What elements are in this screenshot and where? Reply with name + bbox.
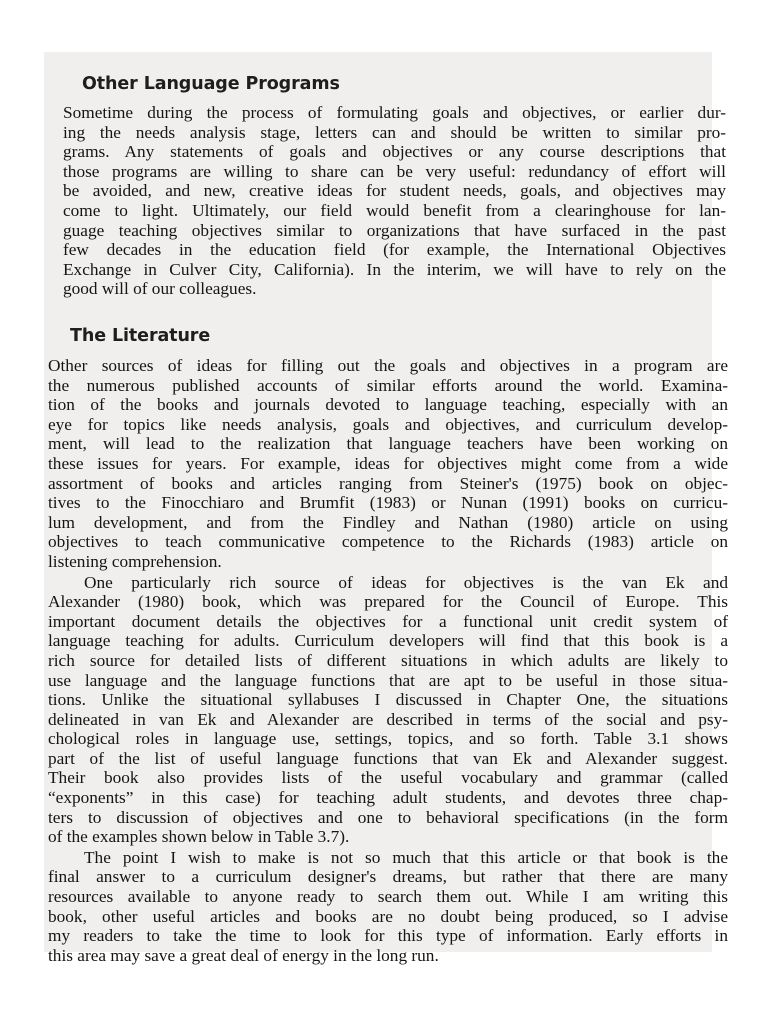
text-line: my readers to take the time to look for this type of information. Early efforts in [48, 926, 728, 946]
text-line: Alexander (1980) book, which was prepared for the Council of Europe. This [48, 592, 728, 612]
paragraph-literature-3 [48, 848, 728, 966]
text-line: Their book also provides lists of the useful vocabulary and grammar (called [48, 768, 728, 788]
text-line: tion of the books and journals devoted to language teaching, especially with an [48, 395, 728, 415]
text-line: few decades in the education field (for example, the International Objectives [63, 240, 726, 260]
text-line: tives to the Finocchiaro and Brumfit (1983) or Nunan (1991) books on curricu- [48, 493, 728, 513]
section-the-literature [48, 326, 728, 965]
text-line: important document details the objectives for a functional unit credit system of [48, 611, 728, 631]
text-line: part of the list of useful language functions that van Ek and Alexander suggest. [48, 748, 728, 768]
text-line: this area may save a great deal of energy in the long run. [48, 945, 439, 965]
text-line: of the examples shown below in Table 3.7). [48, 827, 350, 847]
text-line: tions. Unlike the situational syllabuses I discussed in Chapter One, the situations [48, 690, 728, 710]
text-line: final answer to a curriculum designer's dreams, but rather that there are many [48, 867, 728, 887]
text-line: grams. Any statements of goals and objectives or any course descriptions that [63, 142, 726, 162]
text-line: be avoided, and new, creative ideas for student needs, goals, and objectives may [63, 181, 726, 201]
text-line: resources available to anyone ready to search them out. While I am writing this [48, 887, 728, 907]
text-line: listening comprehension. [48, 551, 222, 571]
heading-the-literature: The Literature [70, 326, 211, 346]
text-line: objectives to teach communicative competence to the Richards (1983) article on [48, 532, 728, 552]
text-line: ters to discussion of objectives and one to behavioral specifications (in the form [48, 807, 728, 827]
text-line: The point I wish to make is not so much that this article or that book is the [84, 847, 728, 867]
text-line: ment, will lead to the realization that language teachers have been working on [48, 434, 728, 454]
text-line: lum development, and from the Findley and Nathan (1980) article on using [48, 512, 728, 532]
text-line: Exchange in Culver City, California). In the interim, we will have to rely on the [63, 259, 726, 279]
scanned-page-area [44, 52, 728, 965]
text-line: One particularly rich source of ideas for objectives is the van Ek and [84, 572, 728, 592]
text-line: those programs are willing to share can be very useful: redundancy of effort will [63, 161, 726, 181]
text-line: ing the needs analysis stage, letters can and should be written to similar pro- [63, 122, 726, 142]
text-line: chological roles in language use, settings, topics, and so forth. Table 3.1 shows [48, 729, 728, 749]
text-line: assortment of books and articles ranging from Steiner's (1975) book on objec- [48, 473, 728, 493]
text-line: “exponents” in this case) for teaching adult students, and devotes three chap- [48, 788, 728, 808]
text-line: guage teaching objectives similar to organizations that have surfaced in the past [63, 220, 726, 240]
text-line: these issues for years. For example, ideas for objectives might come from a wide [48, 453, 728, 473]
text-line: rich source for detailed lists of different situations in which adults are likely to [48, 650, 728, 670]
text-line: language teaching for adults. Curriculum developers will find that this book is a [48, 631, 728, 651]
paragraph-literature-1 [48, 356, 728, 572]
text-line: delineated in van Ek and Alexander are described in terms of the social and psy- [48, 709, 728, 729]
text-line: Sometime during the process of formulating goals and objectives, or earlier dur- [63, 103, 726, 122]
paragraph-other-language-programs [63, 103, 726, 299]
text-line: good will of our colleagues. [63, 279, 257, 299]
text-line: book, other useful articles and books are no doubt being produced, so I advise [48, 906, 728, 926]
heading-other-language-programs: Other Language Programs [82, 74, 340, 94]
text-line: come to light. Ultimately, our field would benefit from a clearinghouse for lan- [63, 200, 726, 220]
text-line: use language and the language functions that are apt to be useful in those situa- [48, 670, 728, 690]
text-line: Other sources of ideas for filling out the goals and objectives in a program are [48, 356, 728, 375]
text-line: eye for topics like needs analysis, goals and objectives, and curriculum develop- [48, 414, 728, 434]
text-line: the numerous published accounts of similar efforts around the world. Examina- [48, 375, 728, 395]
section-other-language-programs [63, 74, 726, 299]
paragraph-literature-2 [48, 573, 728, 847]
